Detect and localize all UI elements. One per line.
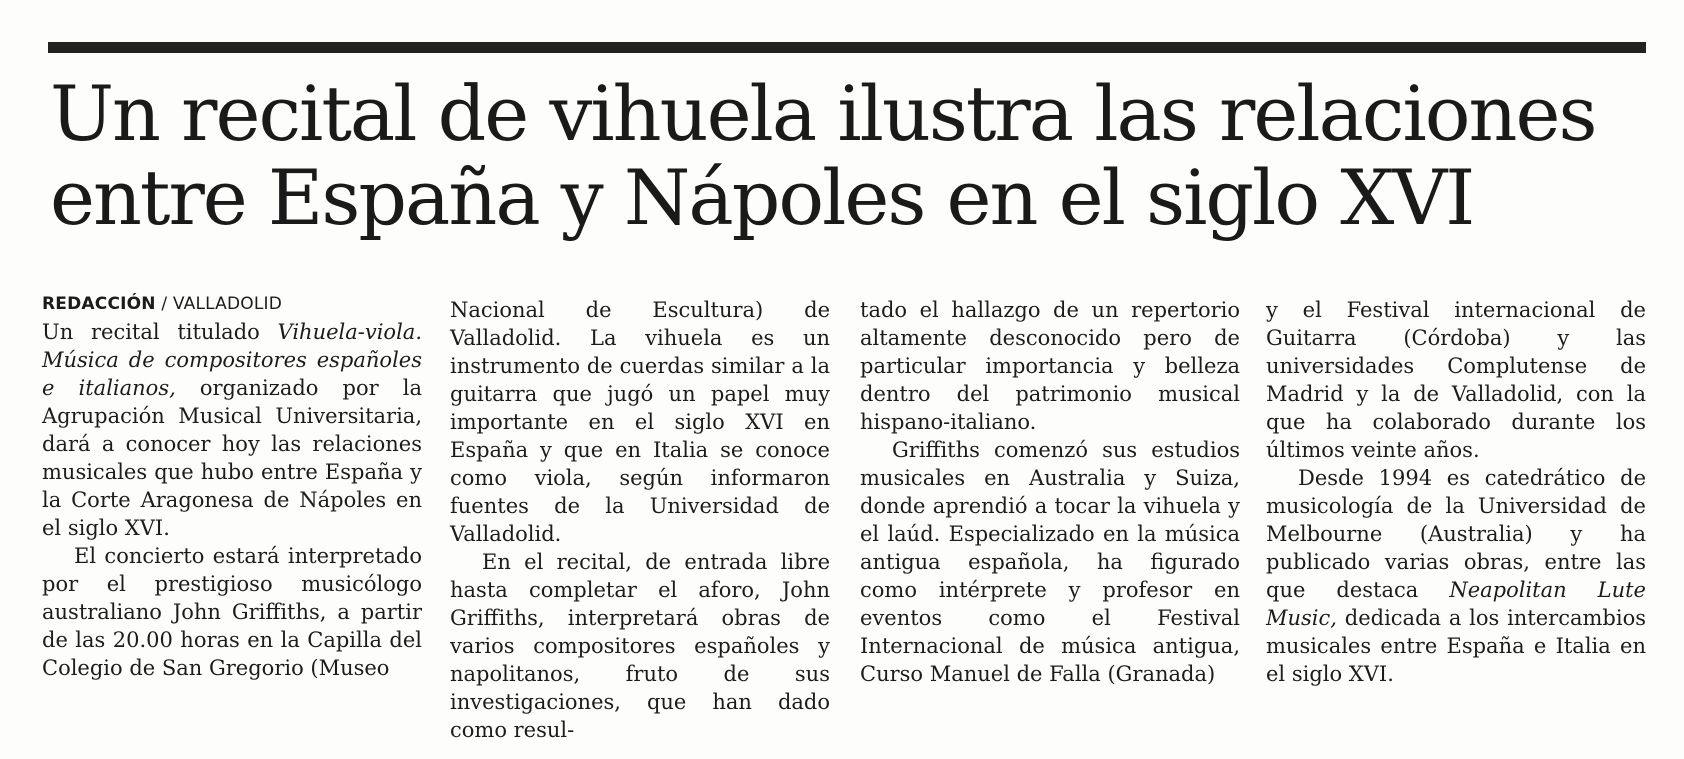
article-column-2 <box>450 296 830 744</box>
recital-title: Vihuela-viola. Música de compositores españoles e italianos, <box>42 320 422 400</box>
paragraph: En el recital, de entrada libre hasta completar el aforo, John Griffiths, interpretará obras de varios compositores españoles y napolitanos, fruto de sus investigaciones, que han dado como resul- <box>450 550 830 742</box>
article-column-1 <box>42 296 422 682</box>
byline <box>42 290 422 318</box>
paragraph-text: organizado por la Agrupación Musical Universitaria, dará a conocer hoy las relaciones musicales que hubo entre España y la Corte Aragonesa de Nápoles en el siglo XVI. <box>42 376 422 540</box>
headline <box>50 69 1650 242</box>
article-column-4 <box>1266 296 1646 688</box>
paragraph <box>42 318 422 542</box>
headline-line-1: Un recital de vihuela ilustra las relaciones <box>50 69 1596 158</box>
paragraph: y el Festival internacional de Guitarra (Córdoba) y las universidades Complutense de Madrid y la de Valladolid, con la que ha colaborado durante los últimos veinte años. <box>1266 298 1646 462</box>
headline-line-2: entre España y Nápoles en el siglo XVI <box>50 153 1474 242</box>
byline-separator: / <box>155 294 173 314</box>
paragraph: Nacional de Escultura) de Valladolid. La vihuela es un instrumento de cuerdas similar a la guitarra que jugó un papel muy importante en el siglo XVI en España y que en Italia se conoce como viola, según informaron fuentes de la Universidad de Valladolid. <box>450 298 830 546</box>
paragraph: Griffiths comenzó sus estudios musicales en Australia y Suiza, donde aprendió a tocar la vihuela y el laúd. Especializado en la música antigua española, ha figurado como intérprete y profesor en eventos como el Festival Internacional de música antigua, Curso Manuel de Falla (Granada) <box>860 438 1240 686</box>
paragraph: tado el hallazgo de un repertorio altamente desconocido pero de particular importancia y belleza dentro del patrimonio musical hispano-italiano. <box>860 298 1240 434</box>
paragraph-text: Un recital titulado <box>42 320 278 344</box>
paragraph-text: dedicada a los intercambios musicales entre España e Italia en el siglo XVI. <box>1266 606 1646 686</box>
article-column-3 <box>860 296 1240 688</box>
paragraph <box>1266 464 1646 688</box>
paragraph-text: Desde 1994 es catedrático de musicología de la Universidad de Melbourne (Australia) y ha publicado varias obras, entre las que destaca <box>1266 466 1646 602</box>
paragraph: El concierto estará interpretado por el prestigioso musicólogo australiano John Griffiths, a partir de las 20.00 horas en la Capilla del Colegio de San Gregorio (Museo <box>42 544 422 680</box>
top-rule <box>48 42 1646 53</box>
byline-location: VALLADOLID <box>172 294 283 314</box>
book-title: Neapolitan Lute Music, <box>1266 578 1646 630</box>
byline-author: REDACCIÓN <box>42 294 156 314</box>
